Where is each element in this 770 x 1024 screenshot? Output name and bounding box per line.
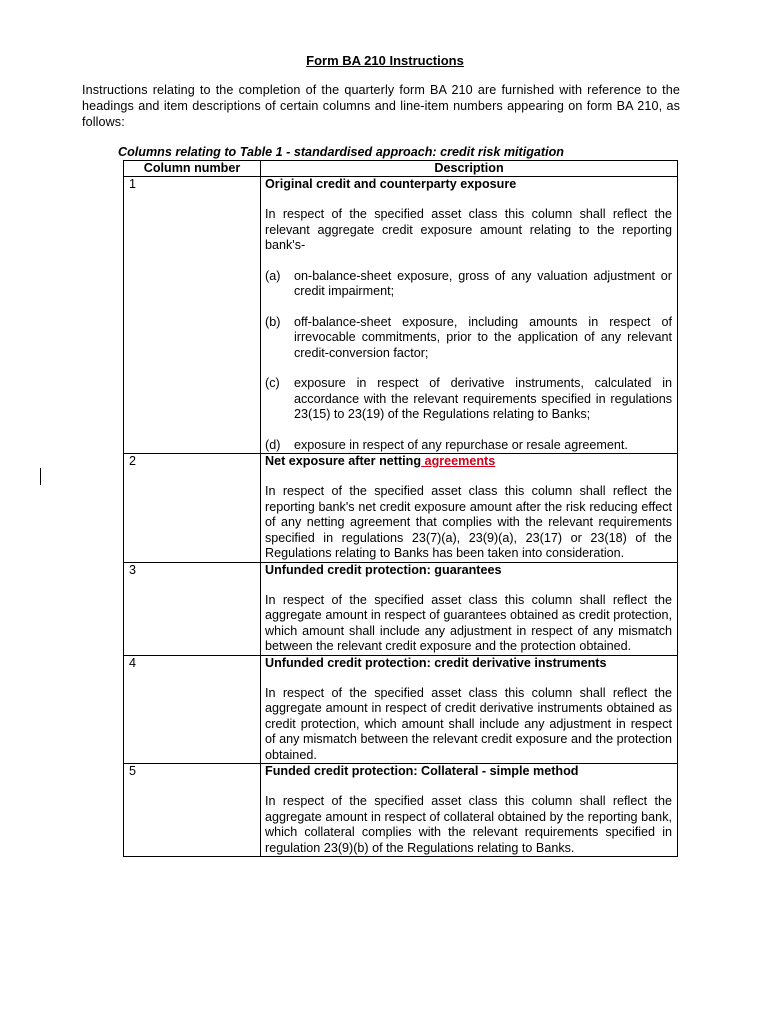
row-description: In respect of the specified asset class this column shall reflect the aggregate amount in respect of collateral obtained by the reporting bank, which collateral complies with the relevant requirements specified in regulation 23(9)(b) of the Regulations relating to Banks. bbox=[265, 794, 672, 855]
table-row bbox=[124, 454, 678, 563]
row-heading: Original credit and counterparty exposure bbox=[265, 177, 517, 191]
column-number-cell: 4 bbox=[124, 655, 261, 764]
row-heading: Unfunded credit protection: credit derivative instruments bbox=[265, 655, 607, 670]
intro-paragraph: Instructions relating to the completion of the quarterly form BA 210 are furnished with reference to the headings and item descriptions of certain columns and line-item numbers appearing on form BA 210, as follows: bbox=[82, 83, 680, 129]
change-bar bbox=[40, 468, 41, 485]
column-number-cell: 5 bbox=[124, 764, 261, 857]
row-description: In respect of the specified asset class this column shall reflect the reporting bank's net credit exposure amount after the risk reducing effect of any netting agreement that complies with the relevant requirements specified in regulations 23(7)(a), 23(9)(a), 23(17) or 23(18) of the Regulations relating to Banks has been taken into consideration. bbox=[265, 484, 672, 560]
table-row bbox=[124, 655, 678, 764]
tracked-change-insertion: agreements bbox=[421, 454, 496, 468]
row-description: In respect of the specified asset class this column shall reflect the relevant aggregate credit exposure amount relating to the reporting bank's- bbox=[265, 207, 672, 252]
list-item-text: off-balance-sheet exposure, including amounts in respect of irrevocable commitments, prior to the application of any relevant credit-conversion factor; bbox=[294, 314, 672, 360]
row-description: In respect of the specified asset class this column shall reflect the aggregate amount in respect of credit derivative instruments obtained as credit protection, which amount shall include any adjustment in respect of any mismatch between the relevant credit exposure and the protection obtained. bbox=[265, 685, 672, 762]
table-caption: Columns relating to Table 1 - standardised approach: credit risk mitigation bbox=[118, 145, 564, 159]
list-item bbox=[265, 269, 672, 300]
list-item-text: exposure in respect of any repurchase or resale agreement. bbox=[294, 437, 628, 452]
description-cell bbox=[261, 177, 678, 454]
columns-table bbox=[123, 160, 678, 857]
table-row bbox=[124, 562, 678, 655]
list-item-text: exposure in respect of derivative instruments, calculated in accordance with the relevant requirements specified in regulations 23(15) to 23(19) of the Regulations relating to Banks; bbox=[294, 376, 672, 421]
description-cell bbox=[261, 764, 678, 857]
row-heading: Unfunded credit protection: guarantees bbox=[265, 562, 502, 577]
table-row bbox=[124, 177, 678, 454]
column-number-cell: 2 bbox=[124, 454, 261, 563]
description-header: Description bbox=[261, 161, 678, 177]
list-item bbox=[265, 438, 672, 454]
table-row bbox=[124, 764, 678, 857]
list-item bbox=[265, 315, 672, 362]
document-title: Form BA 210 Instructions bbox=[306, 53, 464, 68]
column-number-cell: 3 bbox=[124, 562, 261, 655]
table-header-row bbox=[124, 161, 678, 177]
description-cell bbox=[261, 562, 678, 655]
list-item-label: (a) bbox=[265, 268, 281, 283]
description-cell bbox=[261, 454, 678, 563]
list-item-text: on-balance-sheet exposure, gross of any valuation adjustment or credit impairment; bbox=[294, 268, 672, 298]
row-heading: Funded credit protection: Collateral - simple method bbox=[265, 764, 579, 778]
list-item-label: (d) bbox=[265, 437, 281, 452]
row-heading bbox=[265, 454, 672, 469]
column-number-header: Column number bbox=[124, 161, 261, 177]
list-item bbox=[265, 376, 672, 423]
description-cell bbox=[261, 655, 678, 764]
row-heading-text: Net exposure after netting bbox=[265, 454, 422, 468]
list-item-label: (b) bbox=[265, 314, 281, 329]
column-number-cell: 1 bbox=[124, 177, 261, 454]
list-item-label: (c) bbox=[265, 376, 280, 390]
row-description: In respect of the specified asset class this column shall reflect the aggregate amount in respect of guarantees obtained as credit protection, which amount shall include any adjustment in respect of any mismatch between the relevant credit exposure and the protection obtained. bbox=[265, 592, 672, 653]
